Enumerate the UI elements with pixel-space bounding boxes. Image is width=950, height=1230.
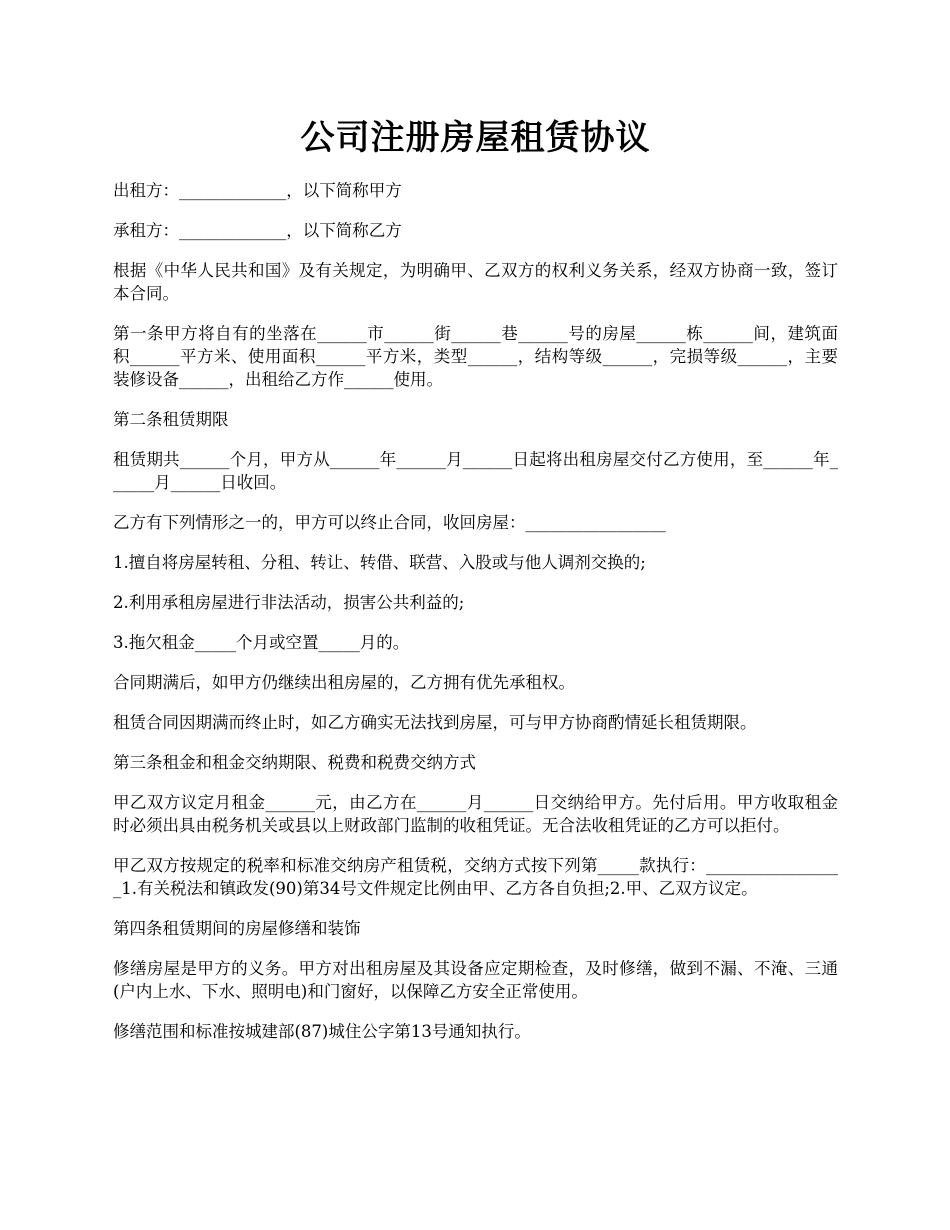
repair-standard-paragraph: 修缮范围和标准按城建部(87)城住公字第13号通知执行。 xyxy=(113,1022,531,1041)
termination-item-3: 3.拖欠租金_____个月或空置_____月的。 xyxy=(113,633,410,652)
termination-paragraph: 乙方有下列情形之一的，甲方可以终止合同，收回房屋：_________________ xyxy=(113,513,666,532)
article-2-heading: 第二条租赁期限 xyxy=(113,410,229,429)
termination-item-2: 2.利用承租房屋进行非法活动，损害公共利益的; xyxy=(113,593,465,612)
article-1-paragraph: 第一条甲方将自有的坐落在______市______街______巷______号的房屋______栋______间，建筑面积______平方米、使用面积______平方米，类型______，结构等级______，完损等级______，主要装修设备______，出租给乙方作______使用。 xyxy=(113,324,838,389)
termination-item-1: 1.擅自将房屋转租、分租、转让、转借、联营、入股或与他人调剂交换的; xyxy=(113,553,646,572)
renewal-priority-paragraph: 合同期满后，如甲方仍继续出租房屋的，乙方拥有优先承租权。 xyxy=(113,673,575,692)
rent-paragraph: 甲乙双方议定月租金______元，由乙方在______月______日交纳给甲方。先付后用。甲方收取租金时必须出具由税务机关或县以上财政部门监制的收租凭证。无合法收租凭证的乙方可以拒付。 xyxy=(113,793,838,835)
preamble-paragraph: 根据《中华人民共和国》及有关规定，为明确甲、乙双方的权利义务关系，经双方协商一致，签订本合同。 xyxy=(113,261,838,303)
document-body xyxy=(113,179,838,1043)
lease-term-paragraph: 租赁期共______个月，甲方从______年______月______日起将出租房屋交付乙方使用，至______年______月______日收回。 xyxy=(113,450,838,492)
extension-paragraph: 租赁合同因期满而终止时，如乙方确实无法找到房屋，可与甲方协商酌情延长租赁期限。 xyxy=(113,713,757,732)
lessor-line: 出租方：_____________，以下简称甲方 xyxy=(113,181,402,200)
lessee-line: 承租方：_____________，以下简称乙方 xyxy=(113,221,402,240)
article-3-heading: 第三条租金和租金交纳期限、税费和税费交纳方式 xyxy=(113,753,476,772)
article-4-heading: 第四条租赁期间的房屋修缮和装饰 xyxy=(113,919,361,938)
repair-duty-paragraph: 修缮房屋是甲方的义务。甲方对出租房屋及其设备应定期检查，及时修缮，做到不漏、不淹、三通(户内上水、下水、照明电)和门窗好，以保障乙方安全正常使用。 xyxy=(113,959,838,1001)
document-title: 公司注册房屋租赁协议 xyxy=(300,118,651,158)
tax-paragraph: 甲乙双方按规定的税率和标准交纳房产租赁税，交纳方式按下列第_____款执行：_________________1.有关税法和镇政发(90)第34号文件规定比例由甲、乙方各自负担;2.甲、乙双方议定。 xyxy=(113,856,838,898)
